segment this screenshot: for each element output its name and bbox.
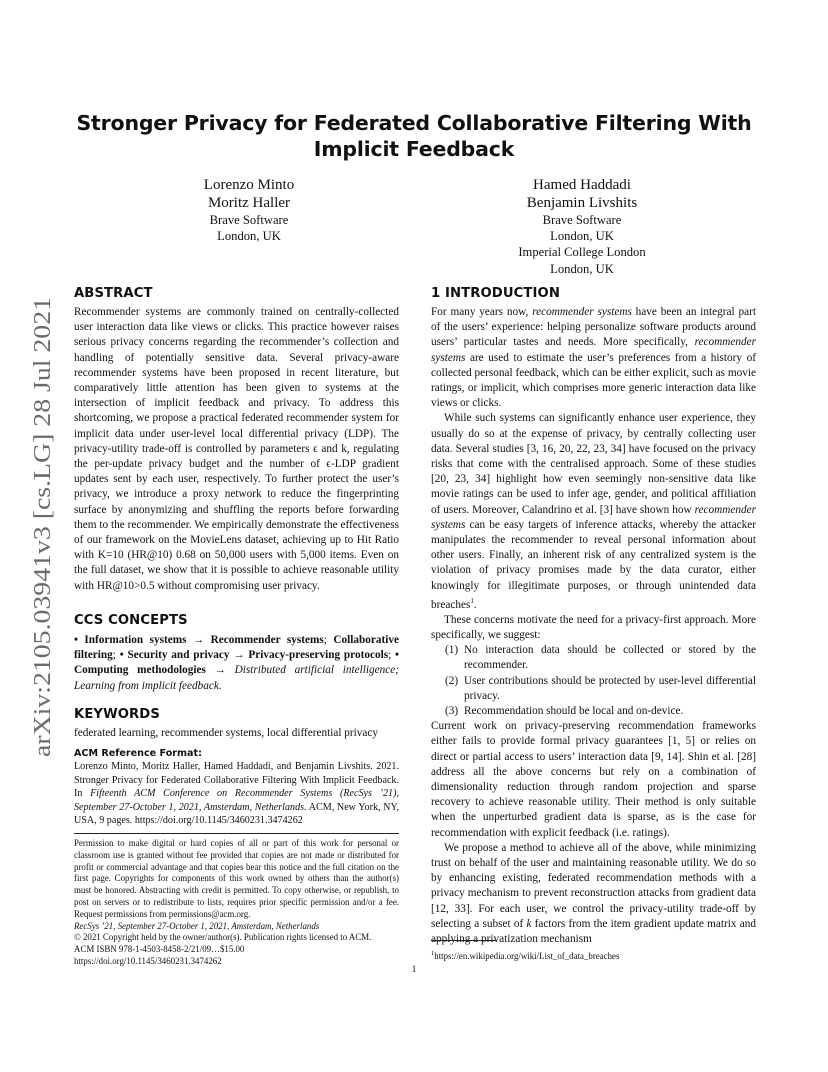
- text-run: are used to estimate the user’s preferences from a history of collected personal feedback, which can be either explicit, such as movie ratings, or implicit, which comprises more generic interaction data like views or clicks.: [431, 351, 756, 410]
- text-run: .: [473, 598, 477, 611]
- ccs-concept: • Security and privacy → Privacy-preserving protocols: [119, 649, 389, 662]
- author-name: Moritz Haller: [207, 195, 291, 211]
- acm-reference-text: ACM, New York, NY, USA, 9 pages. https://doi.org/10.1145/3460231.3474262: [74, 801, 399, 827]
- introduction-body: [431, 305, 756, 947]
- list-item: [431, 704, 756, 719]
- isbn-line: ACM ISBN 978-1-4503-8458-2/21/09…$15.00: [74, 944, 245, 955]
- acm-reference-text: Lorenzo Minto, Moritz Haller, Hamed Haddadi, and Benjamin Livshits. 2021. Stronger Privacy for Federated Collaborative Filtering With Implicit Feedback. In: [74, 761, 399, 800]
- page-number: 1: [411, 965, 417, 975]
- intro-paragraph-3: These concerns motivate the need for a privacy-first approach. More specifically, we suggest:: [431, 613, 756, 642]
- text-run: We propose a method to achieve all of the above, while minimizing trust on behalf of the user and maintaining reasonable utility. We do so by enhancing existing, federated recommendation methods with a privacy mechanism to prevent reconstruction attacks from gradient data [12, 33]. For each user, we control the privacy-utility trade-off by selecting a subset of: [431, 841, 756, 930]
- author-location: London, UK: [550, 229, 614, 244]
- list-number: (1): [445, 644, 459, 657]
- footnote-divider: [431, 940, 497, 941]
- arxiv-identifier: [22, 297, 58, 757]
- text-run: recommender systems: [431, 336, 756, 364]
- footnote-mark: 1: [431, 950, 435, 957]
- doi-link[interactable]: https://doi.org/10.1145/3460231.3474262: [74, 955, 222, 966]
- permission-venue: RecSys ’21, September 27-October 1, 2021, Amsterdam, Netherlands: [74, 920, 320, 931]
- acm-reference-body: [74, 760, 399, 828]
- intro-paragraph-1: [431, 305, 756, 411]
- ccs-concept: • Information systems → Recommender systems: [74, 634, 324, 646]
- footnote: [431, 948, 756, 962]
- list-number: (3): [445, 705, 459, 718]
- footnote-divider: [74, 833, 399, 834]
- keywords-heading: KEYWORDS: [74, 707, 160, 722]
- copyright-line: © 2021 Copyright held by the owner/author(s). Publication rights licensed to ACM.: [74, 932, 372, 943]
- ccs-concept: Collaborative filtering: [74, 634, 399, 662]
- arxiv-identifier-text: arXiv:2105.03941v3 [cs.LG] 28 Jul 2021: [29, 351, 56, 757]
- intro-paragraph-4: Current work on privacy-preserving recommendation frameworks either fails to provide formal privacy guarantees [1, 5] or relies on direct or partial access to users’ interaction data [9, 14]. Shin et al. [28] address all the above concerns but rely on a combination of dimensionality reduction through random projection and sparse recovery to achieve reasonable utility. Their method is only suitable when the unperturbed gradient data is sparse, as is the case for recommendation with explicit feedback (i.e. ratings).: [431, 720, 756, 839]
- text-run: While such systems can significantly enhance user experience, they usually do so at the expense of privacy, by centrally collecting user data. Several studies [3, 16, 20, 22, 23, 34] have focused on the privacy risks that come with the centralised approach. Some of these studies [20, 23, 34] highlight how even seemingly non-sensitive data like movie ratings can be used to infer age, gender, and political affiliation of users. Moreover, Calandrino et al. [3] have shown how: [431, 412, 756, 516]
- ccs-concept-detail: Distributed artificial intelligence; Learning from implicit feedback.: [74, 664, 399, 692]
- acm-reference: [74, 748, 399, 828]
- acm-reference-heading: ACM Reference Format:: [74, 748, 202, 759]
- acm-reference-venue: Fifteenth ACM Conference on Recommender Systems (RecSys ’21), September 27-October 1, 2021, Amsterdam, Netherlands.: [74, 788, 399, 813]
- requirements-list: [431, 643, 756, 719]
- ccs-separator: ;: [323, 634, 334, 646]
- text-run: have been an integral part of the users’ experience: helping personalize software products around users’ particular tastes and needs. More specifically,: [431, 306, 756, 349]
- author-name: Benjamin Livshits: [526, 195, 638, 211]
- text-run: recommender systems: [532, 306, 632, 318]
- author-affiliation: Imperial College London: [518, 245, 646, 260]
- author-name: Hamed Haddadi: [533, 177, 631, 193]
- text-run: factors from the item gradient update matrix and applying a privatization mechanism: [431, 917, 757, 946]
- list-number: (2): [445, 674, 459, 687]
- author-affiliation: Brave Software: [209, 213, 289, 227]
- permission-notice: [74, 838, 399, 968]
- paper-title-line-1: Stronger Privacy for Federated Collaborative Filtering With: [76, 111, 752, 135]
- list-text: Recommendation should be local and on-device.: [464, 705, 684, 718]
- intro-paragraph-2: [431, 411, 756, 612]
- footnote-ref[interactable]: 1: [470, 596, 474, 605]
- introduction-heading: 1 INTRODUCTION: [431, 286, 560, 301]
- ccs-separator: ;: [388, 649, 396, 662]
- author-location: London, UK: [550, 261, 614, 276]
- list-text: User contributions should be protected by user-level differential privacy.: [464, 674, 756, 702]
- paper-title: [60, 110, 768, 162]
- author-block-right: [467, 176, 697, 277]
- footnote-link[interactable]: https://en.wikipedia.org/wiki/List_of_data_breaches: [434, 950, 620, 961]
- author-block-left: [134, 176, 364, 244]
- author-affiliation: Brave Software: [542, 213, 622, 227]
- abstract-body: [74, 305, 399, 594]
- ccs-concepts: [74, 633, 399, 694]
- text-run: can be easy targets of inference attacks, whereby the attacker manipulates the recommender to reveal personal information about other users. Finally, an inherent risk of any centralized system is the violation of privacy promises made by the data curator, either knowingly for illegitimate purposes, or through unintended data breaches: [431, 518, 756, 611]
- list-item: [431, 643, 756, 673]
- author-location: London, UK: [217, 229, 281, 244]
- text-run: For many years now,: [431, 306, 533, 318]
- permission-text: Permission to make digital or hard copies of all or part of this work for personal or classroom use is granted without fee provided that copies are not made or distributed for profit or commercial advantage and that copies bear this notice and the full citation on the first page. Copyrights for components of this work owned by others than the author(s) must be honored. Abstracting with credit is permitted. To copy otherwise, or republish, to post on servers or to redistribute to lists, requires prior specific permission and/or a fee. Request permissions from permissions@acm.org.: [74, 838, 399, 919]
- list-item: [431, 674, 756, 704]
- ccs-heading: CCS CONCEPTS: [74, 613, 188, 628]
- list-text: No interaction data should be collected or stored by the recommender.: [464, 644, 756, 672]
- abstract-heading: ABSTRACT: [74, 286, 153, 301]
- abstract-text: Recommender systems are commonly trained on centrally-collected user interaction data like views or clicks. This practice however raises serious privacy concerns regarding the recommender’s collection and handling of potentially sensitive data. Several privacy-aware recommender systems have been proposed in recent literature, but comparatively little attention has been given to systems at the intersection of implicit feedback and privacy. To address this shortcoming, we propose a practical federated recommender system for implicit data under user-level local differential privacy (LDP). The privacy-utility trade-off is controlled by parameters ϵ and k, regulating the per-update privacy budget and the number of ϵ-LDP gradient updates sent by each user, respectively. To further protect the user’s privacy, we introduce a proxy network to reduce the fingerprinting surface by anonymizing and shuffling the reports before forwarding them to the recommender. We empirically demonstrate the effectiveness of our framework on the MovieLens dataset, achieving up to Hit Ratio with K=10 (HR@10) 0.68 on 50,000 users with 5,000 items. Even on the full dataset, we show that it is possible to achieve reasonable utility with HR@10>0.5 without compromising user privacy.: [74, 306, 399, 592]
- paper-title-line-2: Implicit Feedback: [313, 137, 515, 161]
- text-run: recommender systems: [431, 503, 756, 531]
- keywords-text: federated learning, recommender systems, local differential privacy: [74, 727, 379, 739]
- author-name: Lorenzo Minto: [203, 177, 295, 193]
- text-run: k: [526, 917, 532, 930]
- ccs-concept: • Computing methodologies →: [74, 649, 399, 677]
- intro-paragraph-5: [431, 841, 756, 947]
- keywords-body: [74, 726, 404, 741]
- ccs-separator: ;: [112, 649, 120, 662]
